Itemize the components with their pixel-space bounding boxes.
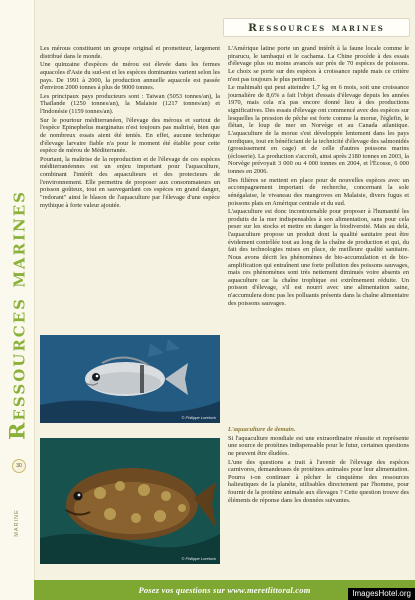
watermark: ImagesHotel.org <box>348 588 415 600</box>
subheading: L'aquaculture de demain. <box>228 426 296 433</box>
paragraph: Si l'aquaculture mondiale est une extraordinaire réussite et représente une source de protéines indispensable pour le futur, certaines questions ne peuvent être éludées. <box>228 434 409 457</box>
paragraph: Pourtant, la maîtrise de la reproduction et de l'élevage de ces espèces méditerranéennes est un enjeu important pour l'aquaculture, combinant l'intérêt des aquaculteurs et des protecteurs de l'environnement. Elle permettra de proposer aux consommateurs un poisson goûteux, tout en sauvegardant ces espèces en grand danger, "redorant" ainsi le blason de l'aquaculture par l'élevage d'une espèce mythique à forte valeur ajoutée. <box>40 155 220 209</box>
sidebar-brand-text: MARINE <box>14 509 20 537</box>
paragraph: Une quinzaine d'espèces de mérou est élevée dans les fermes aquacoles d'Asie du sud-est et les espèces dominantes varient selon les pays. De 1991 à 2000, la production annuelle aquacole est passée d'environ 2000 tonnes à plus de 9000 tonnes. <box>40 61 220 92</box>
vertical-section-title-text: Ressources marines <box>4 189 30 441</box>
paragraph: L'une des questions a trait à l'avenir de l'élevage des espèces carnivores, demandeuses de protéines animales pour leur alimentation. Pourra t-on continuer à pêcher le cinquième des ressources halieutiques de la planète, utilisables directement par l'homme, pour fournir de la protéine animale aux élevages ? Cette question trouve des éléments de réponse dans les données suivantes. <box>228 458 409 504</box>
paragraph: Les mérous constituent un groupe original et prometteur, largement distribué dans le monde. <box>40 45 220 60</box>
sidebar <box>0 0 35 600</box>
paragraph: L'aquaculture est donc incontournable pour proposer à l'humanité les produits de la mer indispensables à son alimentation, sans pour cela peser sur les stocks et mettre en danger la biodiversité. Mais au delà, l'aquaculture propose un produit dont la qualité sanitaire peut être évidement contrôlée tout au long de la chaîne de production et qui, du fait des technologies mises en place, de meilleure qualité sanitaire. Nous avons décrit les phénomènes de bio-accumulation et de bio-amplification qui entraînent une forte pollution des poissons sauvages, mais ces phénomènes sont très nettement diminués voire absents en aquaculture car la chaîne trophique est extrêmement réduite. Un poisson d'élevage, s'il est nourri avec une alimentation saine, n'accumulera donc pas les polluants présents dans la chaîne alimentaire des poissons sauvages. <box>228 208 409 307</box>
photo-credit: © Philippe Loreluck <box>181 415 216 420</box>
section-title: Ressources marines <box>248 21 385 34</box>
page-number: 30 <box>12 459 26 473</box>
paragraph: Des filières se mettent en place pour de nouvelles espèces avec un accompagnement important de recherche, concernant la sole sénégalaise, le vivaneau des mangroves en Malaisie, divers fugus et poissons plats en Amérique centrale et du sud. <box>228 176 409 207</box>
text-column-left <box>40 45 220 210</box>
footer-website-link[interactable]: Posez vos questions sur www.meretlittoral.com <box>138 585 311 595</box>
photo-credit: © Philippe Loreluck <box>181 556 216 561</box>
vertical-section-title <box>3 165 31 465</box>
sidebar-brand <box>8 478 26 568</box>
photo-grouper <box>40 438 220 564</box>
fish-photo-icon <box>40 335 220 423</box>
grouper-photo-icon <box>40 438 220 564</box>
photo-fish <box>40 335 220 423</box>
paragraph: Les principaux pays producteurs sont : Taiwan (5053 tonnes/an), la Thaïlande (1250 tonnes/an), la Malaisie (1217 tonnes/an) et l'Indonésie (1159 tonnes/an). <box>40 92 220 115</box>
section-header <box>223 18 410 37</box>
paragraph: Le mahimahi qui peut atteindre 1,7 kg en 6 mois, soit une croissance journalière de 8,6% a fait l'objet d'essais d'élevage depuis les années 1970, mais cela n'a pas encore donné lieu à des productions significatives. Des essais d'élevage ont commencé avec des espèces sur lesquelles la pression de pêche est forte comme la morue, l'églefin, le flétan, le loup de mer en Norvège et au Canada atlantique. L'aquaculture de la morue s'est développée lentement dans les pays nordiques, tout en bénéficiant de la technicité d'élevage des salmonidés (grossissement en cage) et de celle d'autres poissons marins (écloserie). La production s'accroît, ainsi après 2180 tonnes en 2003, la Norvège prévoyait 3 000 ou 4 000 tonnes en 2004, et l'Écosse, 6 000 tonnes en 2006. <box>228 84 409 175</box>
text-column-right-lower <box>228 426 409 505</box>
text-column-right <box>228 45 409 308</box>
paragraph: Sur le pourtour méditerranéen, l'élevage des mérous et surtout de l'espèce Epinephelus marginatus n'est toujours pas maîtrisé, bien que de nombreux essais aient été tentés. En effet, aucune technique d'élevage larvaire fiable n'a pour le moment été établie pour cette espèce de mérou de Méditerranée. <box>40 116 220 155</box>
paragraph: L'Amérique latine porte un grand intérêt à la faune locale comme le pirarucu, le tambaqui et le cachama. La Chine procède à des essais d'élevage plus ou moins avancés sur près de 70 espèces de poissons. Le choix se porte sur des espèces à croissance rapide mais ce critère n'est pas toujours le plus pertinent. <box>228 45 409 83</box>
